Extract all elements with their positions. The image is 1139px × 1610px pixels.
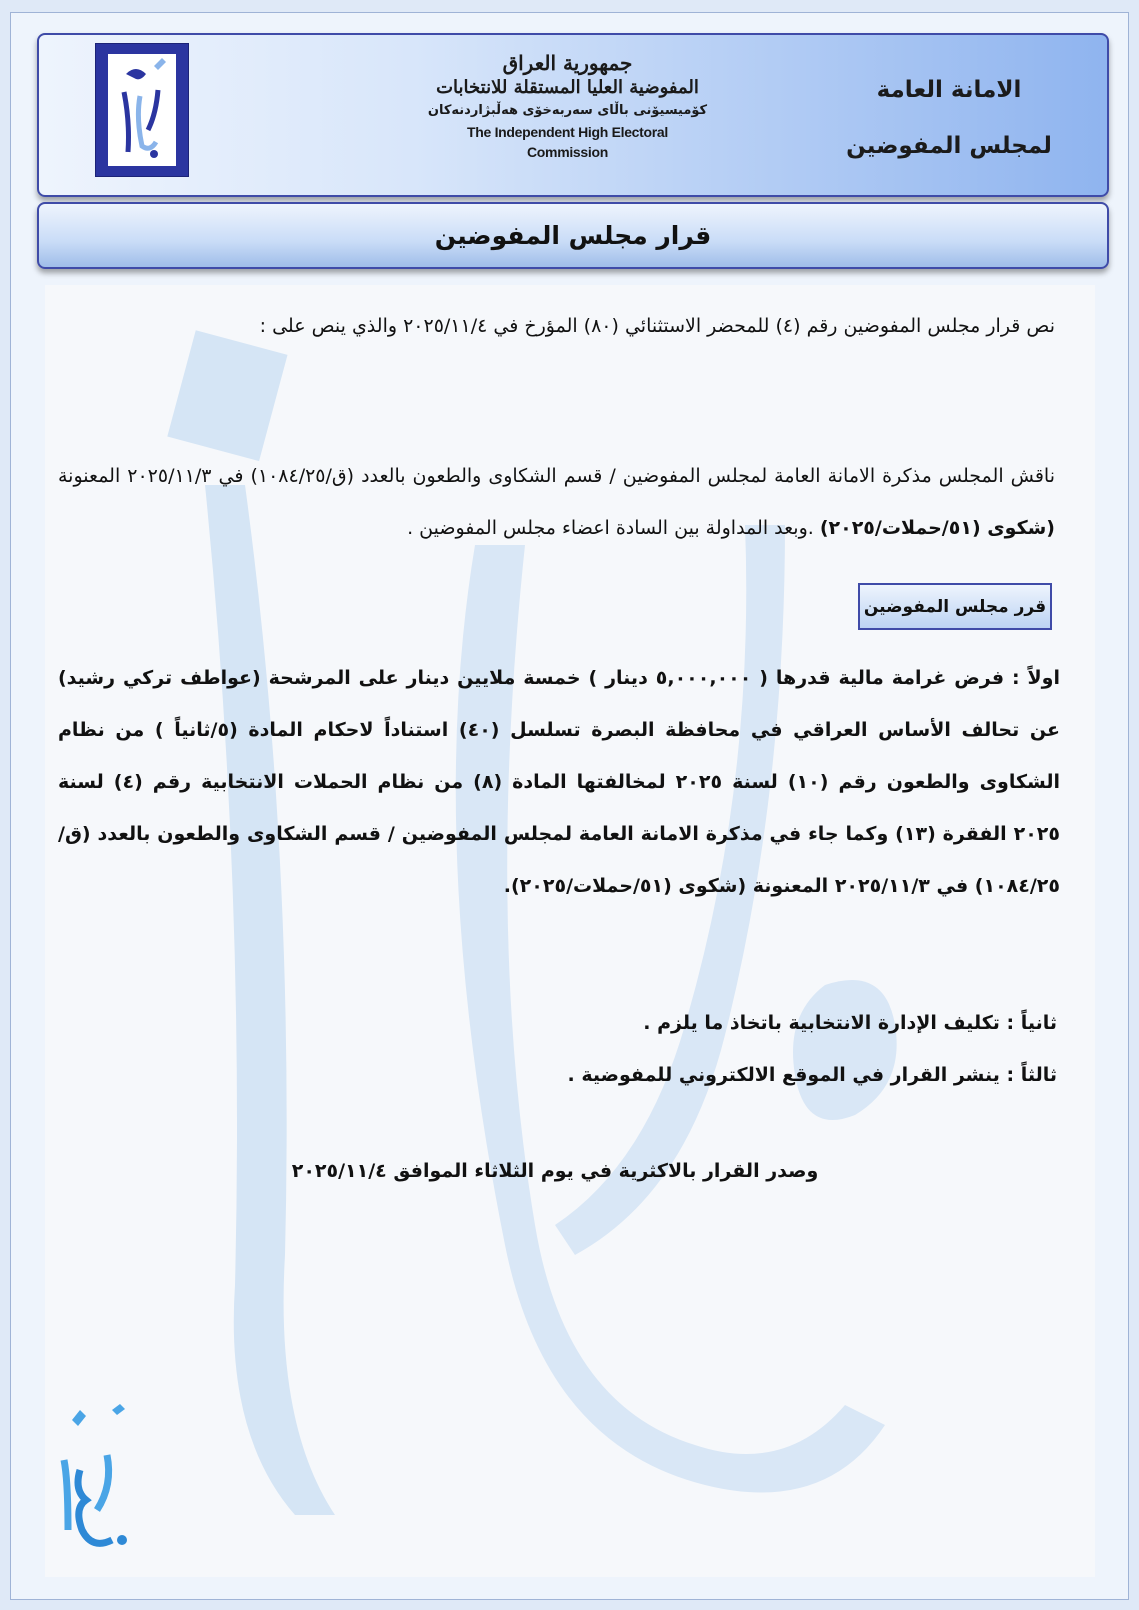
emblem-commission-english: The Independent High Electoral Commission [466,124,669,160]
discussion-text-b: .وبعد المداولة بين السادة اعضاء مجلس المفوضين . [407,517,820,539]
footer-logo-icon [52,1400,137,1570]
intro-paragraph: نص قرار مجلس المفوضين رقم (٤) للمحضر الاستثنائي (٨٠) المؤرخ في ٢٠٢٥/١١/٤ والذي ينص على : [259,315,1055,337]
item-first-text: فرض غرامة مالية قدرها ( ٥,٠٠٠,٠٠٠ دينار ) خمسة ملايين دينار على المرشحة (عواطف تركي رشيد) عن تحالف الأساس العراقي في محافظة البصرة تسلسل (٤٠) استناداً لاحكام المادة (٥/ثانياً ) من نظام الشكاوى والطعون رقم (١٠) لسنة ٢٠٢٥ لمخالفتها المادة (٨) من نظام الحملات الانتخابية رقم (٤) لسنة ٢٠٢٥ الفقرة (١٣) وكما جاء في مذكرة الامانة العامة لمجلس المفوضين / قسم الشكاوى والطعون بالعدد (ق/١٠٨٤/٢٥) في ٢٠٢٥/١١/٣ المعنونة (شكوى (٥١/حملات/٢٠٢٥). [58,667,1061,897]
department-line-2: لمجلس المفوضين [846,133,1052,159]
emblem-commission-arabic: المفوضية العليا المستقلة للانتخابات [436,77,699,98]
ballot-logo-icon [96,44,188,176]
commission-logo [95,43,189,177]
department-line-1: الامانة العامة [876,77,1022,103]
decision-item-second: ثانياً : تكليف الإدارة الانتخابية باتخاذ ما يلزم . [643,1012,1057,1034]
discussion-paragraph [58,450,1055,554]
emblem-commission-kurdish: كۆمیسیۆنی باڵای سەربەخۆی هەڵبژاردنەکان [427,103,708,118]
discussion-text-bold: (شكوى (٥١/حملات/٢٠٢٥) [819,517,1055,539]
decision-item-first [58,652,1060,912]
document-title: قرار مجلس المفوضين [434,221,712,250]
document-title-bar [37,202,1109,269]
decided-label: قرر مجلس المفوضين [858,583,1052,630]
department-title [829,62,1069,174]
closing-statement: وصدر القرار بالاكثرية في يوم الثلاثاء الموافق ٢٠٢٥/١١/٤ [291,1160,819,1182]
emblem-country: جمهورية العراق [502,51,633,75]
discussion-text-a: ناقش المجلس مذكرة الامانة العامة لمجلس المفوضين / قسم الشكاوى والطعون بالعدد (ق/١٠٨٤/٢٥) في ٢٠٢٥/١١/٣ المعنونة [58,465,1055,487]
decision-item-third: ثالثاً : ينشر القرار في الموقع الالكتروني للمفوضية . [567,1064,1057,1086]
commission-emblem [425,50,710,162]
item-first-label: اولاً : [1012,667,1060,689]
